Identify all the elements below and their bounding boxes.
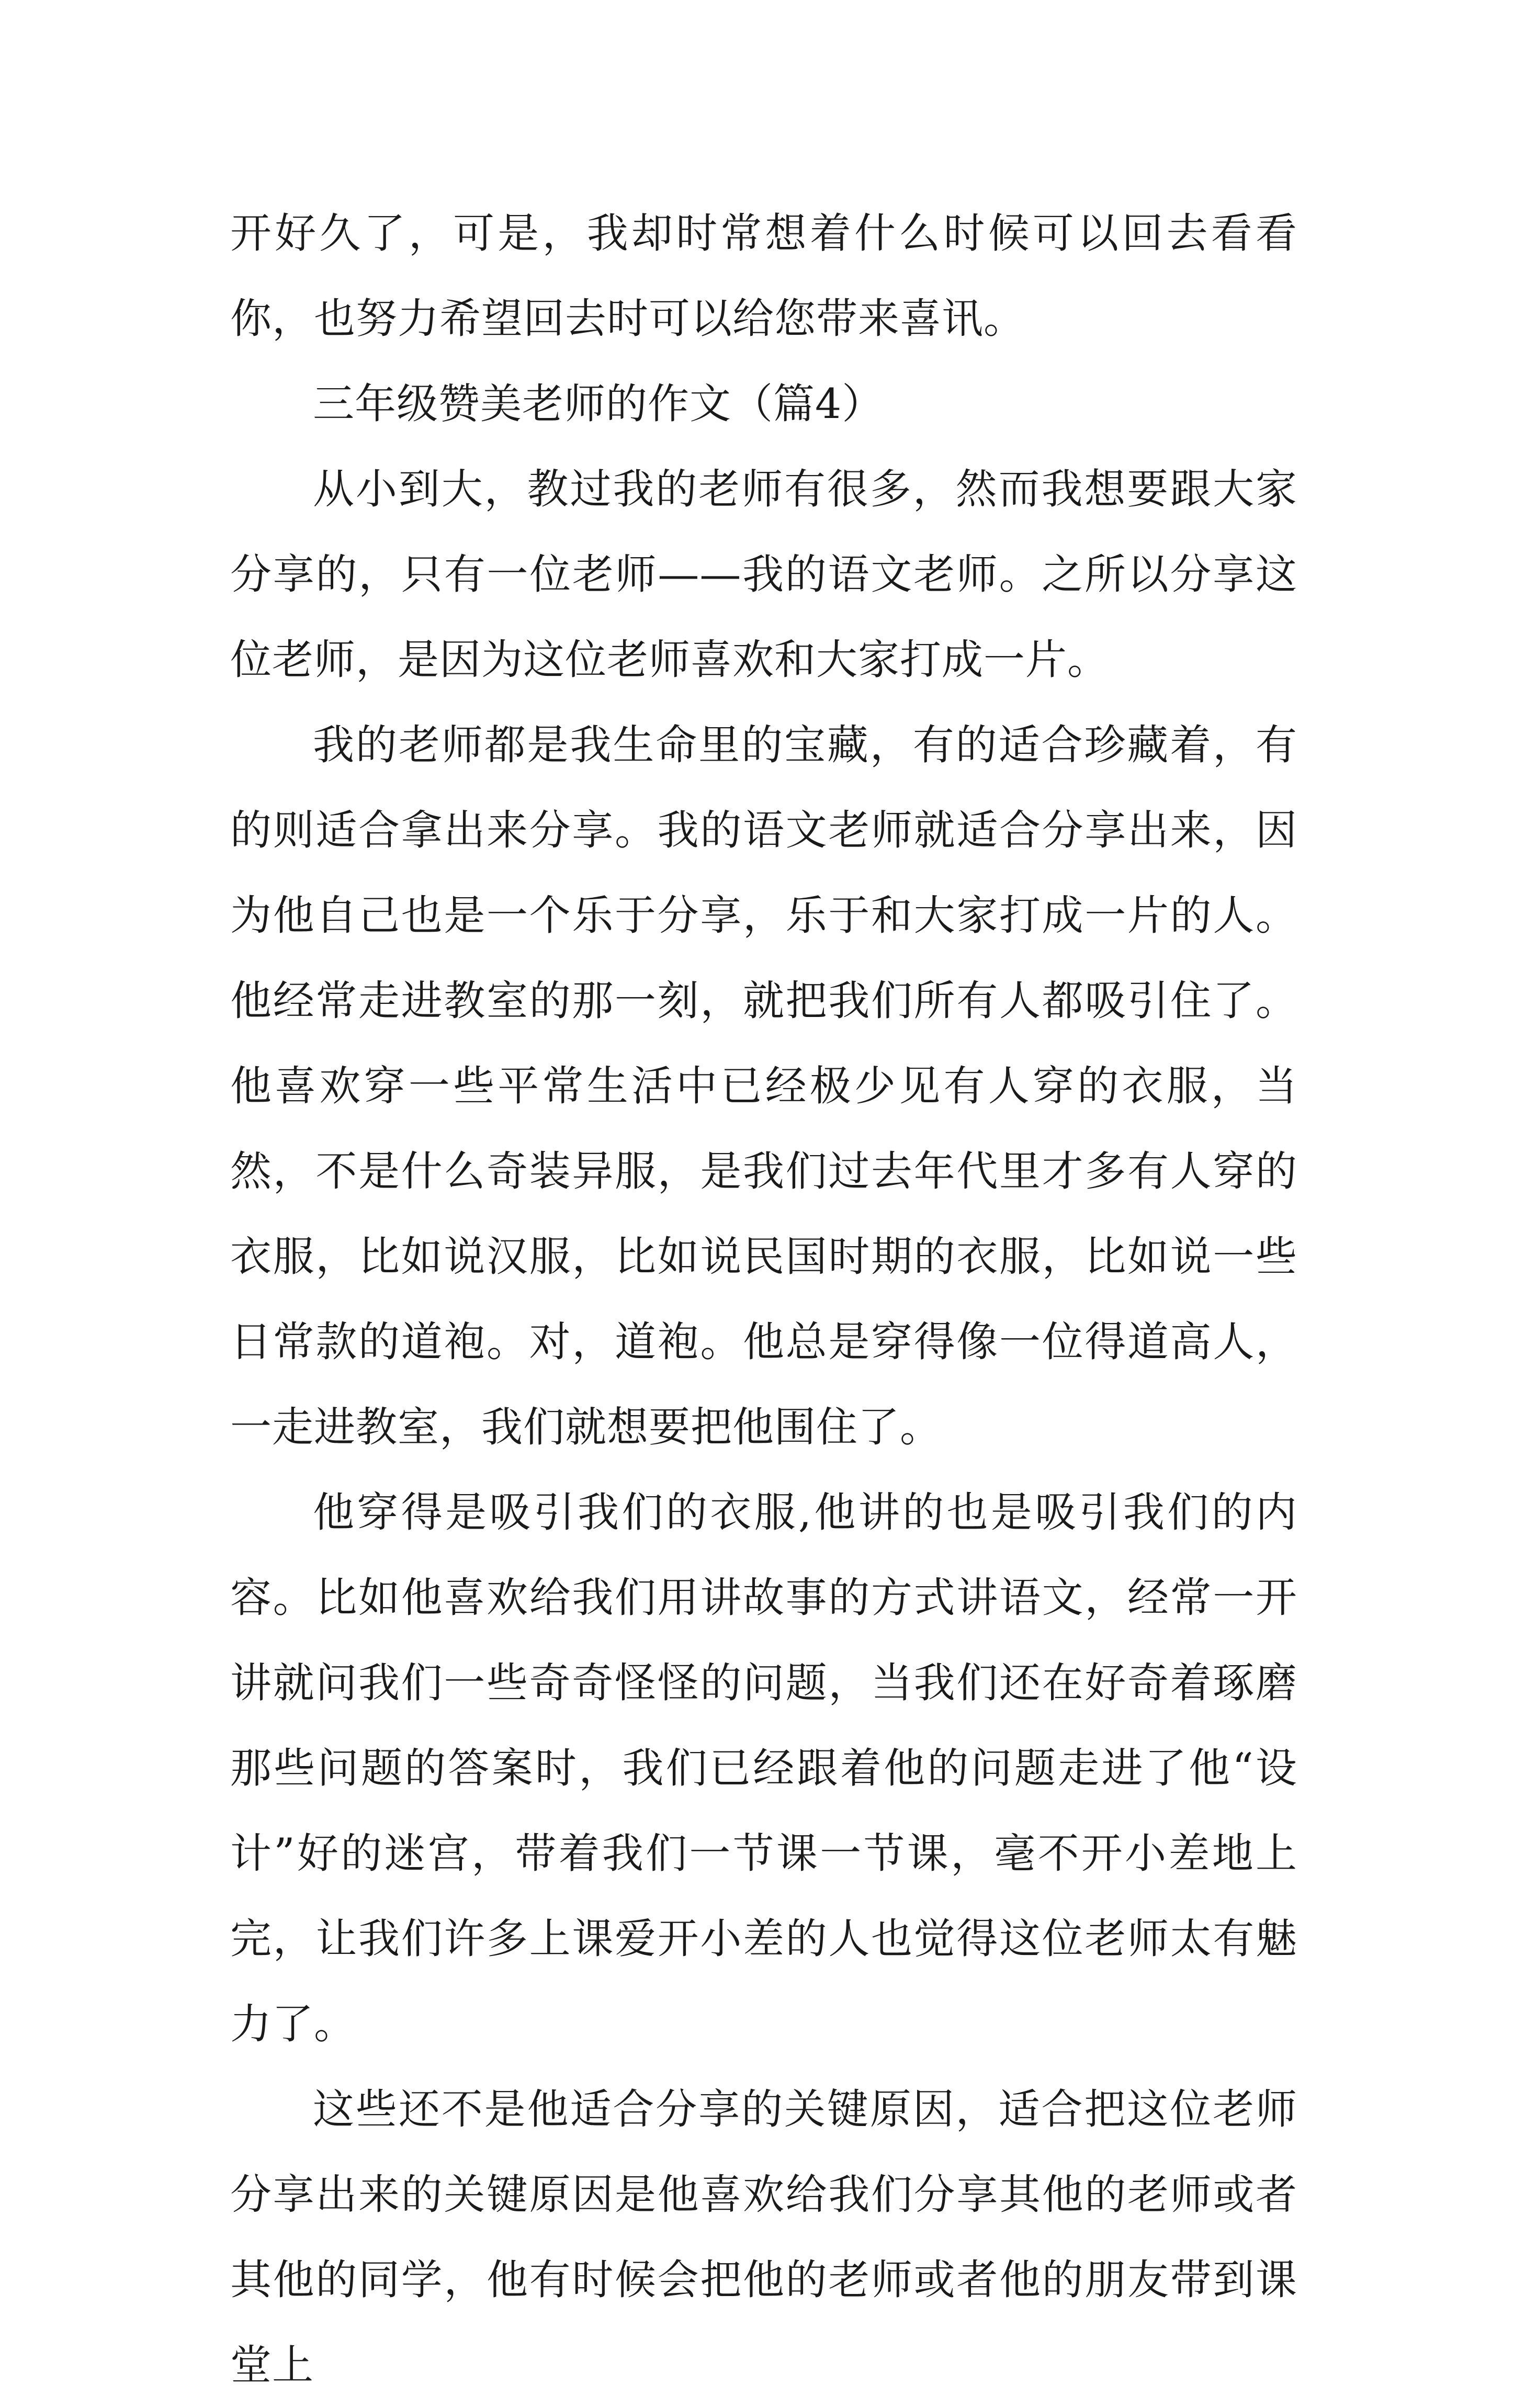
paragraph-continuation: 开好久了，可是，我却时常想着什么时候可以回去看看你，也努力希望回去时可以给您带来喜讯。 bbox=[230, 209, 1297, 343]
paragraph: 我的老师都是我生命里的宝藏，有的适合珍藏着，有的则适合拿出来分享。我的语文老师就适合分享出来，因为他自己也是一个乐于分享，乐于和大家打成一片的人。他经常走进教室的那一刻，就把我们所有人都吸引住了。他喜欢穿一些平常生活中已经极少见有人穿的衣服，当然，不是什么奇装异服，是我们过去年代里才多有人穿的衣服，比如说汉服，比如说民国时期的衣服，比如说一些日常款的道袍。对，道袍。他总是穿得像一位得道高人，一走进教室，我们就想要把他围住了。 bbox=[230, 721, 1297, 1451]
section-heading: 三年级赞美老师的作文（篇4） bbox=[313, 380, 884, 428]
paragraph: 从小到大，教过我的老师有很多，然而我想要跟大家分享的，只有一位老师——我的语文老师。之所以分享这位老师，是因为这位老师喜欢和大家打成一片。 bbox=[230, 465, 1297, 684]
document-body bbox=[230, 191, 1297, 2408]
paragraph: 这些还不是他适合分享的关键原因，适合把这位老师分享出来的关键原因是他喜欢给我们分享其他的老师或者其他的同学，他有时候会把他的老师或者他的朋友带到课堂上 bbox=[230, 2085, 1297, 2389]
paragraph: 他穿得是吸引我们的衣服,他讲的也是吸引我们的内容。比如他喜欢给我们用讲故事的方式讲语文，经常一开讲就问我们一些奇奇怪怪的问题，当我们还在好奇着琢磨那些问题的答案时，我们已经跟着他的问题走进了他“设计”好的迷宫，带着我们一节课一节课，毫不开小差地上完，让我们许多上课爱开小差的人也觉得这位老师太有魅力了。 bbox=[230, 1488, 1297, 2048]
